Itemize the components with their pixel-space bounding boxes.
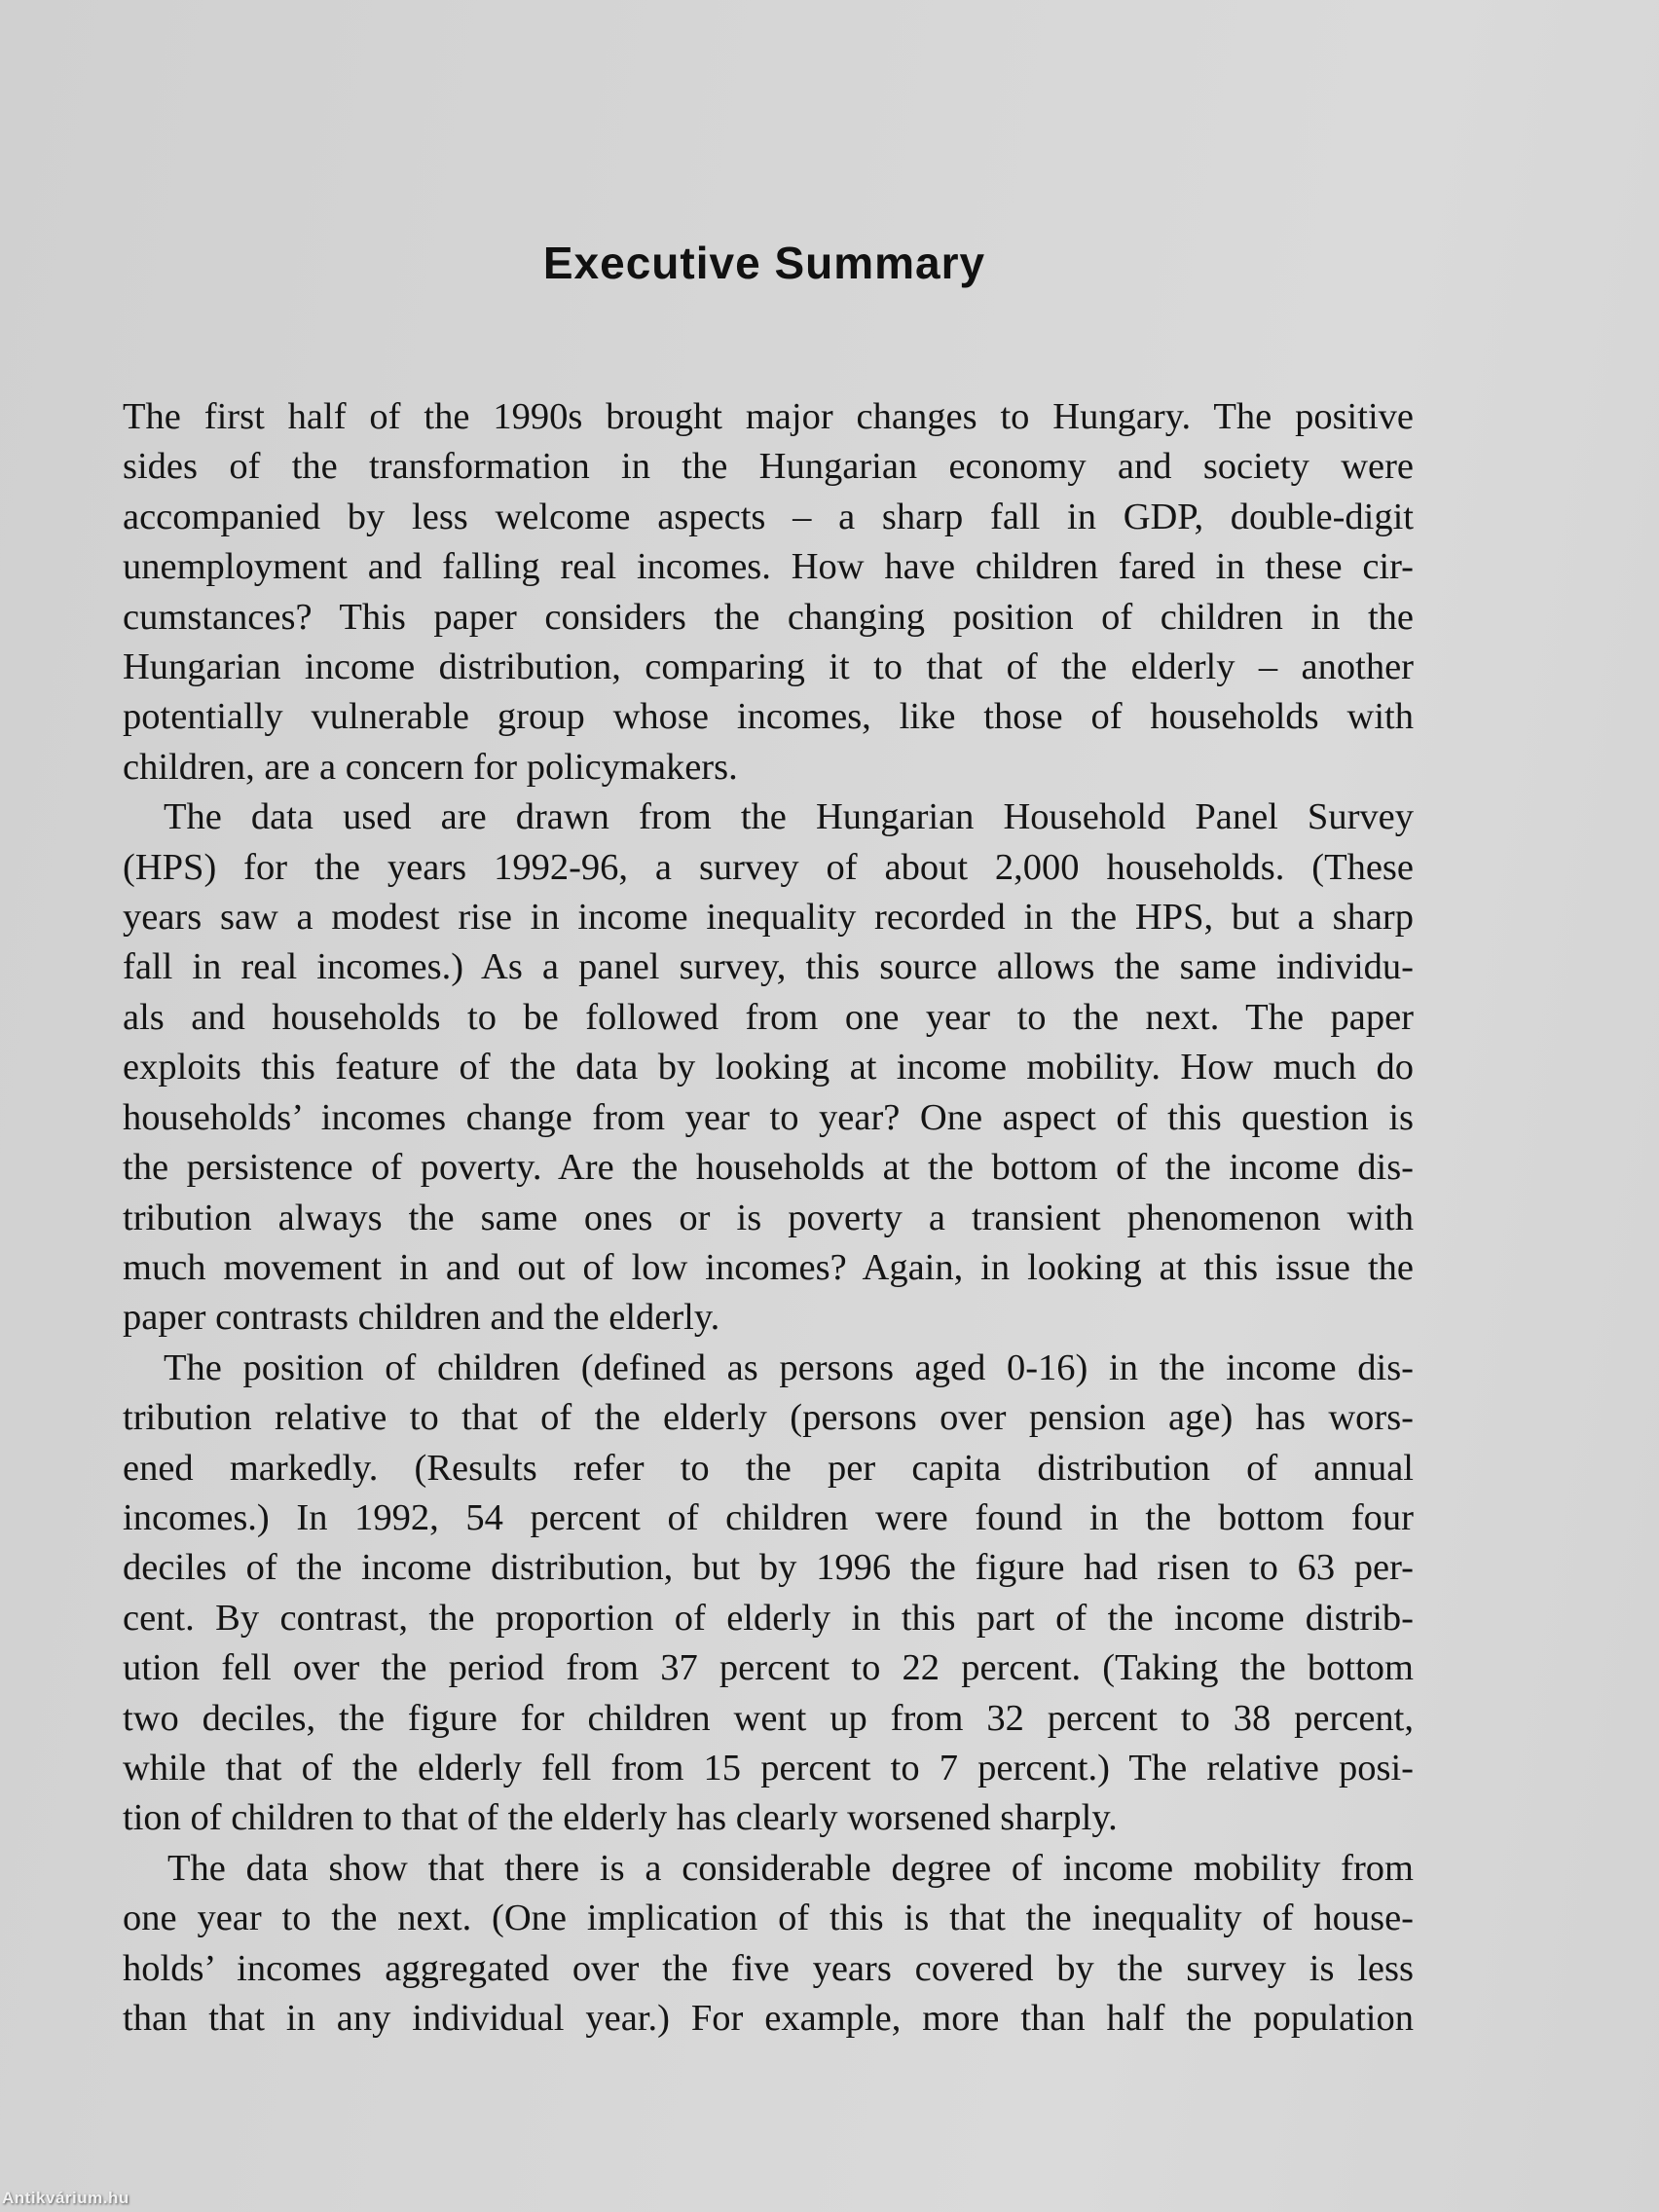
text-line: children, are a concern for policymakers. (123, 746, 738, 788)
text-line: cent. By contrast, the proportion of elderly in this part of the income distrib- (123, 1597, 1414, 1639)
text-line: paper contrasts children and the elderly. (123, 1297, 720, 1339)
text-line: unemployment and falling real incomes. How have children fared in these cir- (123, 546, 1414, 588)
text-line: (HPS) for the years 1992-96, a survey of about 2,000 households. (These (123, 846, 1414, 888)
text-line: als and households to be followed from one year to the next. The paper (123, 996, 1414, 1038)
text-line: accompanied by less welcome aspects – a sharp fall in GDP, double-digit (123, 496, 1414, 537)
watermark: Antikvárium.hu (2, 2189, 129, 2207)
text-line: Hungarian income distribution, comparing it to that of the elderly – another (123, 646, 1414, 688)
text-line: tribution relative to that of the elderly (persons over pension age) has wors- (123, 1397, 1414, 1439)
text-line: deciles of the income distribution, but by 1996 the figure had risen to 63 per- (123, 1547, 1414, 1589)
text-line: one year to the next. (One implication of this is that the inequality of house- (123, 1898, 1414, 1939)
text-line: The data used are drawn from the Hungarian Household Panel Survey (164, 796, 1414, 838)
text-line: holds’ incomes aggregated over the five years covered by the survey is less (123, 1947, 1414, 1989)
text-line: tribution always the same ones or is poverty a transient phenomenon with (123, 1197, 1414, 1238)
text-line: exploits this feature of the data by looking at income mobility. How much do (123, 1047, 1414, 1088)
text-line: The data show that there is a considerable degree of income mobility from (167, 1847, 1414, 1889)
text-line: two deciles, the figure for children went up from 32 percent to 38 percent, (123, 1697, 1414, 1739)
text-line: The first half of the 1990s brought major changes to Hungary. The positive (123, 396, 1414, 437)
paragraph-1 (123, 392, 1414, 793)
text-line: the persistence of poverty. Are the households at the bottom of the income dis- (123, 1147, 1414, 1189)
text-line: sides of the transformation in the Hungarian economy and society were (123, 446, 1414, 488)
paragraph-3 (123, 1344, 1414, 1844)
text-line: ution fell over the period from 37 percent to 22 percent. (Taking the bottom (123, 1647, 1414, 1689)
text-line: households’ incomes change from year to year? One aspect of this question is (123, 1096, 1414, 1138)
text-line: much movement in and out of low incomes? Again, in looking at this issue the (123, 1246, 1414, 1288)
text-line: while that of the elderly fell from 15 percent to 7 percent.) The relative posi- (123, 1747, 1414, 1788)
text-line: The position of children (defined as persons aged 0-16) in the income dis- (164, 1346, 1414, 1388)
show-through-text (117, 0, 1431, 234)
text-line: years saw a modest rise in income inequality recorded in the HPS, but a sharp (123, 897, 1414, 939)
text-line: than that in any individual year.) For example, more than half the population (123, 1998, 1414, 2039)
text-line: cumstances? This paper considers the changing position of children in the (123, 596, 1414, 638)
page-title: Executive Summary (542, 238, 986, 288)
paragraph-4 (123, 1844, 1414, 2045)
text-line: potentially vulnerable group whose incomes, like those of households with (123, 696, 1414, 738)
paragraph-2 (123, 793, 1414, 1343)
text-line: incomes.) In 1992, 54 percent of children were found in the bottom four (123, 1496, 1414, 1538)
text-line: ened markedly. (Results refer to the per capita distribution of annual (123, 1447, 1414, 1489)
text-line: fall in real incomes.) As a panel survey, this source allows the same individu- (123, 946, 1414, 988)
body-text (123, 392, 1414, 2044)
text-line: tion of children to that of the elderly has clearly worsened sharply. (123, 1797, 1118, 1839)
